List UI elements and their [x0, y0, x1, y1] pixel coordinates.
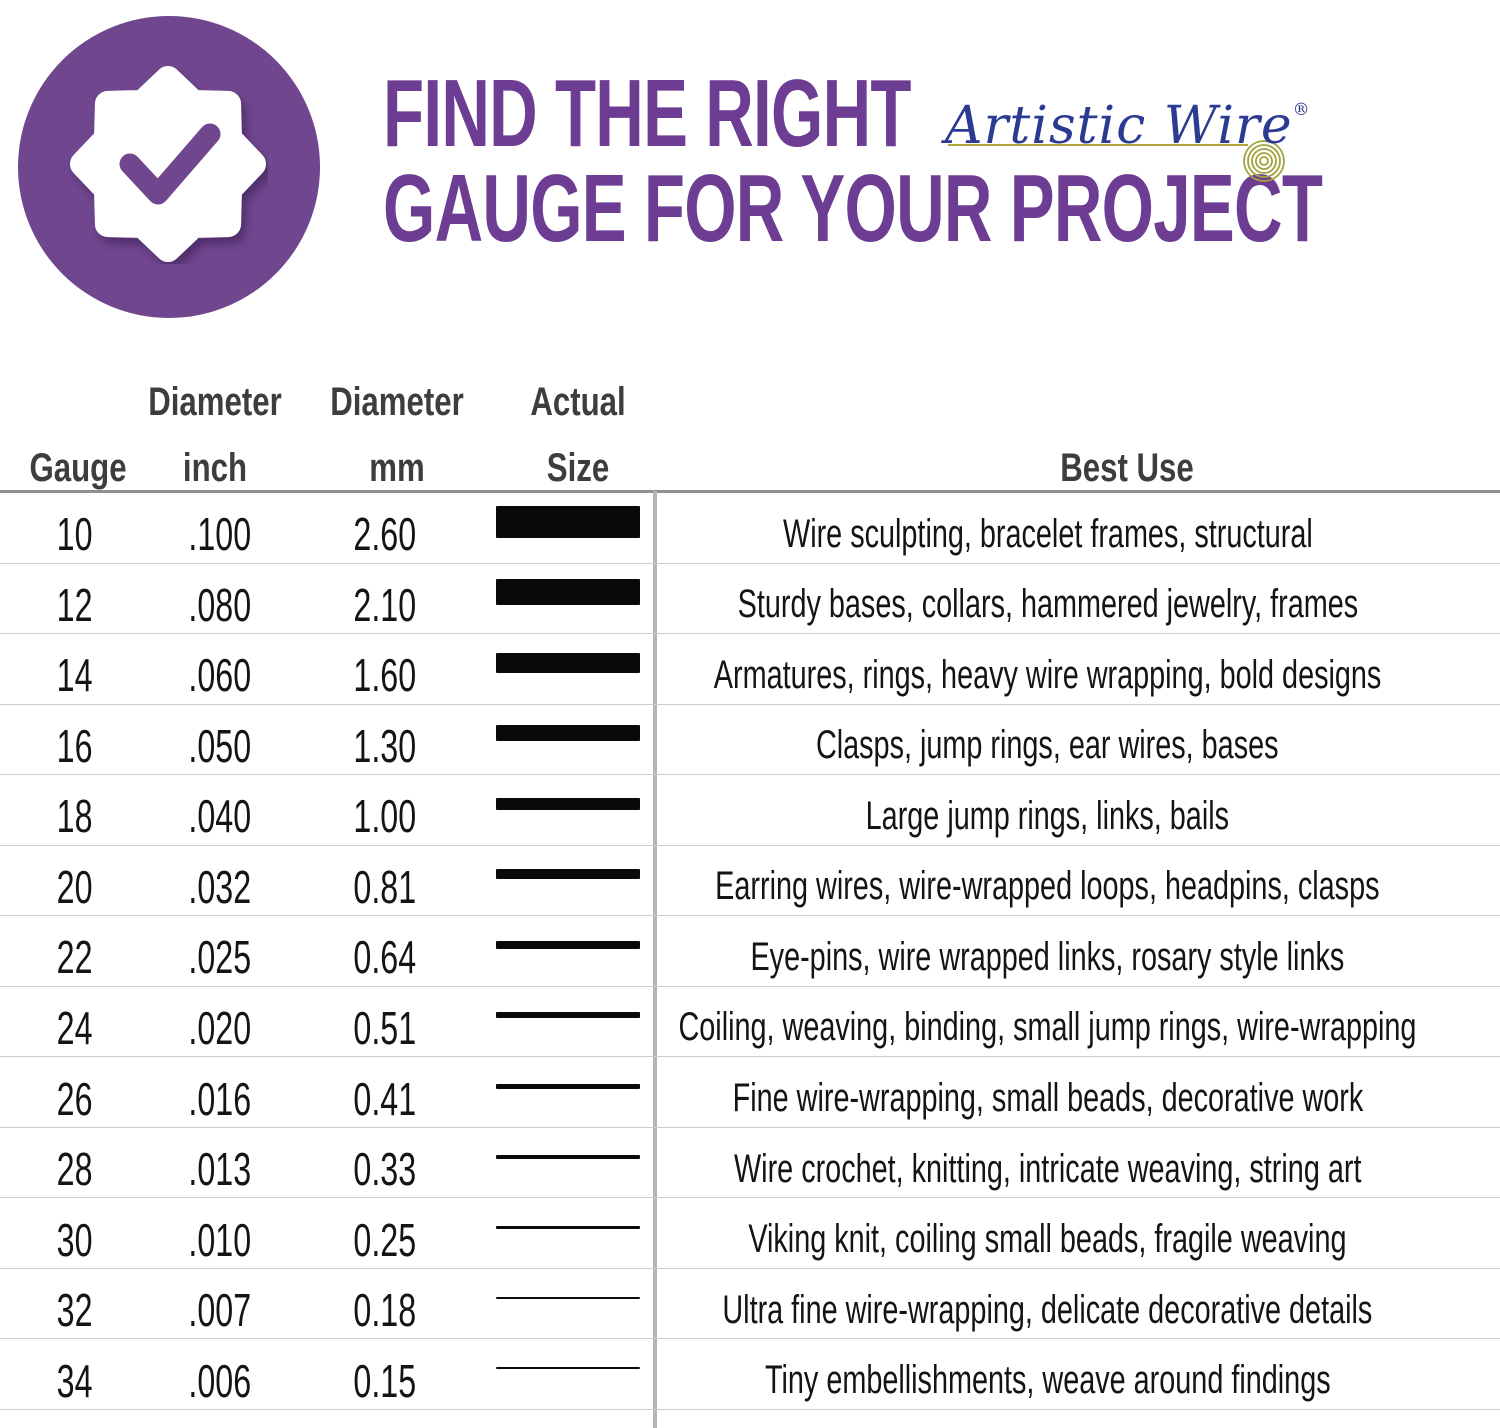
col-header-actual: Actual	[530, 380, 626, 424]
table-row	[0, 1057, 1500, 1128]
diameter-inch-value: .032	[188, 860, 252, 913]
table-row	[0, 775, 1500, 846]
diameter-inch-value: .050	[188, 719, 252, 772]
diameter-mm-value: 0.51	[353, 1001, 417, 1054]
diameter-mm-value: 0.33	[353, 1143, 417, 1196]
diameter-mm-value: 0.15	[353, 1354, 417, 1407]
wire-size-bar	[496, 1084, 640, 1089]
gauge-value: 24	[57, 1001, 93, 1054]
wire-size-bar	[496, 653, 640, 673]
gauge-value: 26	[57, 1072, 93, 1125]
table-row	[0, 1339, 1500, 1410]
actual-size-cell	[480, 493, 655, 563]
best-use-value: Coiling, weaving, binding, small jump rings, wire-wrapping	[678, 1005, 1417, 1050]
diameter-mm-value: 0.41	[353, 1072, 417, 1125]
table-row	[0, 1269, 1500, 1340]
wire-size-bar	[496, 1226, 640, 1229]
table-row	[0, 1198, 1500, 1269]
actual-size-cell	[480, 846, 655, 916]
best-use-value: Wire sculpting, bracelet frames, structural	[782, 511, 1313, 556]
table-row	[0, 987, 1500, 1058]
diameter-inch-value: .100	[188, 508, 252, 561]
wire-size-bar	[496, 941, 640, 949]
wire-size-bar	[496, 1155, 640, 1159]
wire-size-bar	[496, 869, 640, 879]
page-title-line2: GAUGE FOR YOUR PROJECT	[383, 155, 1323, 262]
gauge-value: 14	[57, 649, 93, 702]
diameter-mm-value: 0.64	[353, 931, 417, 984]
diameter-mm-value: 0.18	[353, 1284, 417, 1337]
diameter-inch-value: .016	[188, 1072, 252, 1125]
actual-size-cell	[480, 1198, 655, 1268]
diameter-mm-value: 1.30	[353, 719, 417, 772]
col-header-diameter-mm-top: Diameter	[330, 380, 464, 424]
actual-size-cell	[480, 634, 655, 704]
actual-size-cell	[480, 564, 655, 634]
wire-size-bar	[496, 506, 640, 538]
wire-size-bar	[496, 1367, 640, 1369]
best-use-value: Eye-pins, wire wrapped links, rosary style links	[750, 934, 1345, 979]
check-badge-icon	[68, 64, 268, 264]
table-row	[0, 916, 1500, 987]
gauge-value: 16	[57, 719, 93, 772]
gauge-value: 20	[57, 860, 93, 913]
col-header-size: Size	[546, 446, 610, 490]
gauge-value: 28	[57, 1143, 93, 1196]
diameter-inch-value: .080	[188, 578, 252, 631]
check-badge	[18, 16, 320, 318]
actual-size-cell	[480, 916, 655, 986]
diameter-inch-value: .020	[188, 1001, 252, 1054]
col-header-inch: inch	[182, 446, 248, 490]
actual-size-cell	[480, 1339, 655, 1409]
diameter-inch-value: .010	[188, 1213, 252, 1266]
gauge-value: 30	[57, 1213, 93, 1266]
table-rows	[0, 493, 1500, 1410]
best-use-value: Viking knit, coiling small beads, fragile weaving	[748, 1217, 1347, 1262]
diameter-inch-value: .060	[188, 649, 252, 702]
wire-size-bar	[496, 579, 640, 605]
diameter-mm-value: 0.81	[353, 860, 417, 913]
table-row	[0, 564, 1500, 635]
wire-size-bar	[496, 1012, 640, 1018]
table-row	[0, 493, 1500, 564]
actual-size-cell	[480, 775, 655, 845]
best-use-value: Earring wires, wire-wrapped loops, headpins, clasps	[715, 864, 1380, 909]
diameter-inch-value: .007	[188, 1284, 252, 1337]
page-title-line1: FIND THE RIGHT	[383, 60, 911, 167]
diameter-mm-value: 1.00	[353, 790, 417, 843]
wire-size-bar	[496, 798, 640, 810]
diameter-mm-value: 2.60	[353, 508, 417, 561]
col-header-best-use: Best Use	[1060, 446, 1194, 490]
actual-size-cell	[480, 1269, 655, 1339]
gauge-value: 18	[57, 790, 93, 843]
gauge-value: 34	[57, 1354, 93, 1407]
best-use-value: Tiny embellishments, weave around findings	[764, 1358, 1331, 1403]
best-use-value: Sturdy bases, collars, hammered jewelry, frames	[737, 582, 1358, 627]
actual-size-cell	[480, 705, 655, 775]
best-use-value: Large jump rings, links, bails	[865, 793, 1230, 838]
diameter-inch-value: .006	[188, 1354, 252, 1407]
gauge-value: 10	[57, 508, 93, 561]
actual-size-cell	[480, 1057, 655, 1127]
diameter-mm-value: 0.25	[353, 1213, 417, 1266]
table-row	[0, 705, 1500, 776]
best-use-value: Fine wire-wrapping, small beads, decorative work	[732, 1076, 1363, 1121]
diameter-inch-value: .025	[188, 931, 252, 984]
wire-size-bar	[496, 1297, 640, 1299]
gauge-value: 22	[57, 931, 93, 984]
table-row	[0, 634, 1500, 705]
col-header-mm: mm	[369, 446, 425, 490]
best-use-value: Armatures, rings, heavy wire wrapping, bold designs	[713, 652, 1382, 697]
brand-logo	[945, 96, 1311, 206]
brand-name: Artistic Wire	[945, 96, 1293, 156]
diameter-inch-value: .040	[188, 790, 252, 843]
table-row	[0, 1128, 1500, 1199]
best-use-value: Ultra fine wire-wrapping, delicate decorative details	[722, 1287, 1373, 1332]
gauge-value: 32	[57, 1284, 93, 1337]
actual-size-cell	[480, 987, 655, 1057]
table-row	[0, 846, 1500, 917]
col-header-diameter-inch-top: Diameter	[148, 380, 282, 424]
page-title	[383, 60, 1500, 262]
best-use-value: Clasps, jump rings, ear wires, bases	[816, 723, 1279, 768]
col-header-gauge: Gauge	[29, 446, 127, 490]
gauge-value: 12	[57, 578, 93, 631]
wire-size-bar	[496, 725, 640, 741]
registered-mark: ®	[1292, 100, 1311, 120]
actual-size-cell	[480, 1128, 655, 1198]
diameter-mm-value: 1.60	[353, 649, 417, 702]
diameter-inch-value: .013	[188, 1143, 252, 1196]
best-use-value: Wire crochet, knitting, intricate weaving, string art	[733, 1146, 1362, 1191]
diameter-mm-value: 2.10	[353, 578, 417, 631]
